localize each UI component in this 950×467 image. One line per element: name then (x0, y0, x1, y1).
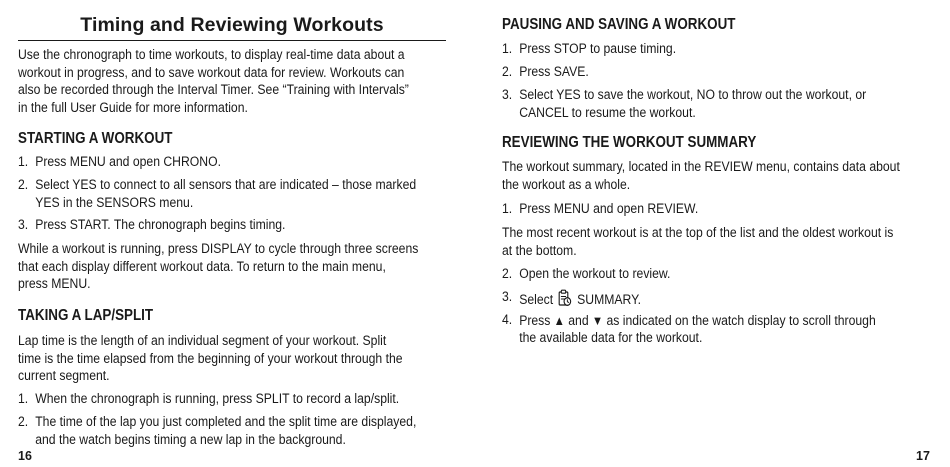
intro-line: also be recorded through the Interval Timer. See “Training with Intervals” (18, 82, 409, 98)
section-heading-lap: TAKING A LAP/SPLIT (18, 307, 154, 324)
list-number: 1. (18, 154, 29, 170)
step-text-pre: Select (519, 292, 554, 308)
note-line: While a workout is running, press DISPLAY to cycle through three screens (18, 241, 419, 257)
list-number: 4. (502, 312, 513, 328)
list-number: 2. (502, 266, 513, 282)
section-heading-pausing: PAUSING AND SAVING A WORKOUT (502, 16, 736, 33)
list-text: Open the workout to review. (519, 266, 671, 282)
list-number: 1. (502, 201, 513, 217)
list-number: 2. (18, 177, 29, 193)
list-text: Press MENU and open CHRONO. (35, 154, 222, 170)
list-number: 2. (502, 64, 513, 80)
list-text: the available data for the workout. (519, 329, 703, 346)
list-number: 3. (18, 217, 29, 233)
lap-body-line: current segment. (18, 368, 110, 384)
review-note-line: The most recent workout is at the top of the list and the oldest workout is (502, 225, 894, 241)
review-intro-line: the workout as a whole. (502, 176, 631, 193)
list-text (519, 289, 641, 310)
review-intro-line: The workout summary, located in the REVIEW menu, contains data about (502, 159, 900, 175)
lap-body-line: Lap time is the length of an individual segment of your workout. Split (18, 333, 387, 349)
review-note-line: at the bottom. (502, 242, 577, 259)
list-text: Press START. The chronograph begins timing. (35, 217, 286, 233)
list-number: 1. (18, 391, 29, 407)
list-text (519, 312, 876, 331)
title-divider (18, 40, 446, 41)
page-number-right: 17 (916, 449, 930, 463)
list-text: and the watch begins timing a new lap in the background. (35, 431, 346, 448)
intro-line: workout in progress, and to save workout data for review. Workouts can (18, 64, 405, 81)
list-number: 1. (502, 41, 513, 57)
list-text: Press STOP to pause timing. (519, 41, 677, 57)
note-line: that each display different workout data. To return to the main menu, (18, 258, 386, 275)
list-number: 3. (502, 289, 513, 305)
list-text: The time of the lap you just completed and the split time are displayed, (35, 414, 417, 430)
step-text-pre: Press (519, 313, 551, 329)
intro-line: in the full User Guide for more information. (18, 99, 248, 116)
step-text-mid: and (568, 313, 589, 329)
list-number: 3. (502, 87, 513, 103)
note-line: press MENU. (18, 276, 91, 292)
section-heading-reviewing: REVIEWING THE WORKOUT SUMMARY (502, 134, 757, 151)
list-text: Select YES to connect to all sensors that are indicated – those marked (35, 177, 417, 193)
list-text: CANCEL to resume the workout. (519, 104, 696, 121)
up-arrow-icon: ▲ (553, 313, 565, 328)
lap-body-line: time is the time elapsed from the beginning of your workout through the (18, 350, 403, 367)
section-heading-starting: STARTING A WORKOUT (18, 130, 173, 147)
summary-clipboard-icon (558, 289, 572, 307)
step-text-post: as indicated on the watch display to scroll through (606, 313, 876, 329)
intro-line: Use the chronograph to time workouts, to display real-time data about a (18, 47, 405, 63)
list-text: Press MENU and open REVIEW. (519, 201, 699, 217)
list-number: 2. (18, 414, 29, 430)
down-arrow-icon: ▼ (592, 313, 604, 328)
page-number-left: 16 (18, 449, 32, 463)
list-text: When the chronograph is running, press SPLIT to record a lap/split. (35, 391, 400, 407)
list-text: Select YES to save the workout, NO to throw out the workout, or (519, 87, 867, 103)
list-text: Press SAVE. (519, 64, 589, 80)
list-text: YES in the SENSORS menu. (35, 194, 194, 211)
step-text-post: SUMMARY. (577, 292, 642, 308)
page-title: Timing and Reviewing Workouts (80, 14, 384, 36)
